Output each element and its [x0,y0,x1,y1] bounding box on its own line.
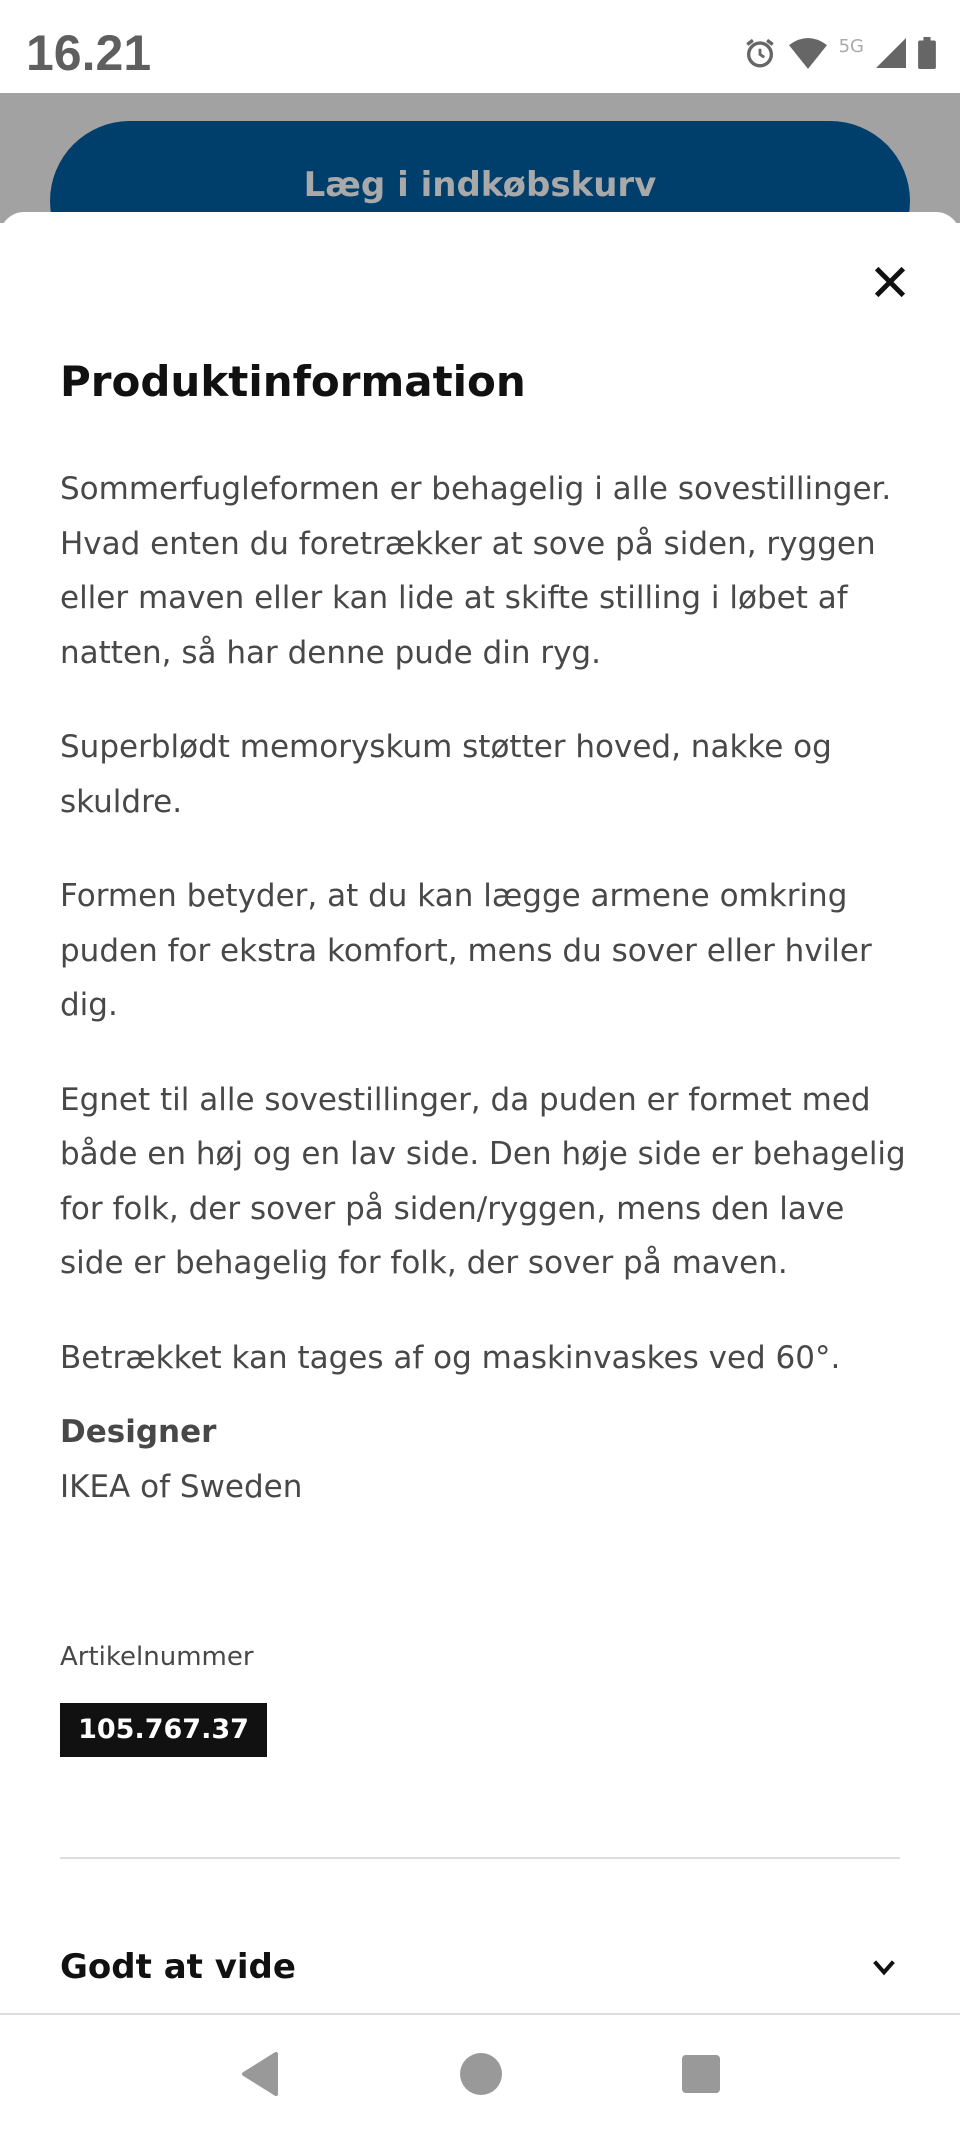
signal-icon [876,38,906,68]
description-paragraph: Superblødt memoryskum støtter hoved, nakke og skuldre. [60,729,832,820]
product-info-sheet [0,212,960,2014]
product-description [60,462,910,1514]
page-backdrop [0,93,960,223]
recents-icon[interactable] [682,2055,720,2093]
designer-label: Designer [60,1414,217,1450]
network-type: 5G [838,35,864,57]
designer-value: IKEA of Sweden [60,1468,303,1505]
description-paragraph: Formen betyder, at du kan lægge armene omkring puden for ekstra komfort, mens du sover eller hviler dig. [60,878,872,1023]
accordion-label: Godt at vide [60,1947,296,1987]
article-number-badge: 105.767.37 [60,1703,267,1757]
wifi-icon [789,36,827,70]
accordion-godt-at-vide[interactable] [60,1947,900,1987]
battery-icon [918,37,936,69]
description-paragraph: Sommerfugleformen er behagelig i alle sovestillinger. Hvad enten du foretrækker at sove på siden, ryggen eller maven eller kan lide at skifte stilling i løbet af natten, så har denne pude din ryg. [60,471,892,671]
add-to-cart-button: Læg i indkøbskurv [50,121,910,223]
status-time: 16.21 [26,25,152,81]
chevron-down-icon [868,1951,900,1983]
description-paragraph: Betrækket kan tages af og maskinvaskes ved 60°. [60,1339,841,1376]
home-icon[interactable] [460,2053,502,2095]
back-icon[interactable] [240,2052,280,2096]
alarm-icon [743,36,777,70]
divider [60,1857,900,1859]
status-bar [0,0,960,93]
article-number-label: Artikelnummer [60,1642,254,1672]
close-icon[interactable] [870,262,910,302]
navigation-bar [0,2013,960,2133]
sheet-title: Produktinformation [60,357,526,406]
description-paragraph: Egnet til alle sovestillinger, da puden er formet med både en høj og en lav side. Den høje side er behagelig for folk, der sover på siden/ryggen, mens den lave side er behagelig for folk, der sover på maven. [60,1081,906,1281]
